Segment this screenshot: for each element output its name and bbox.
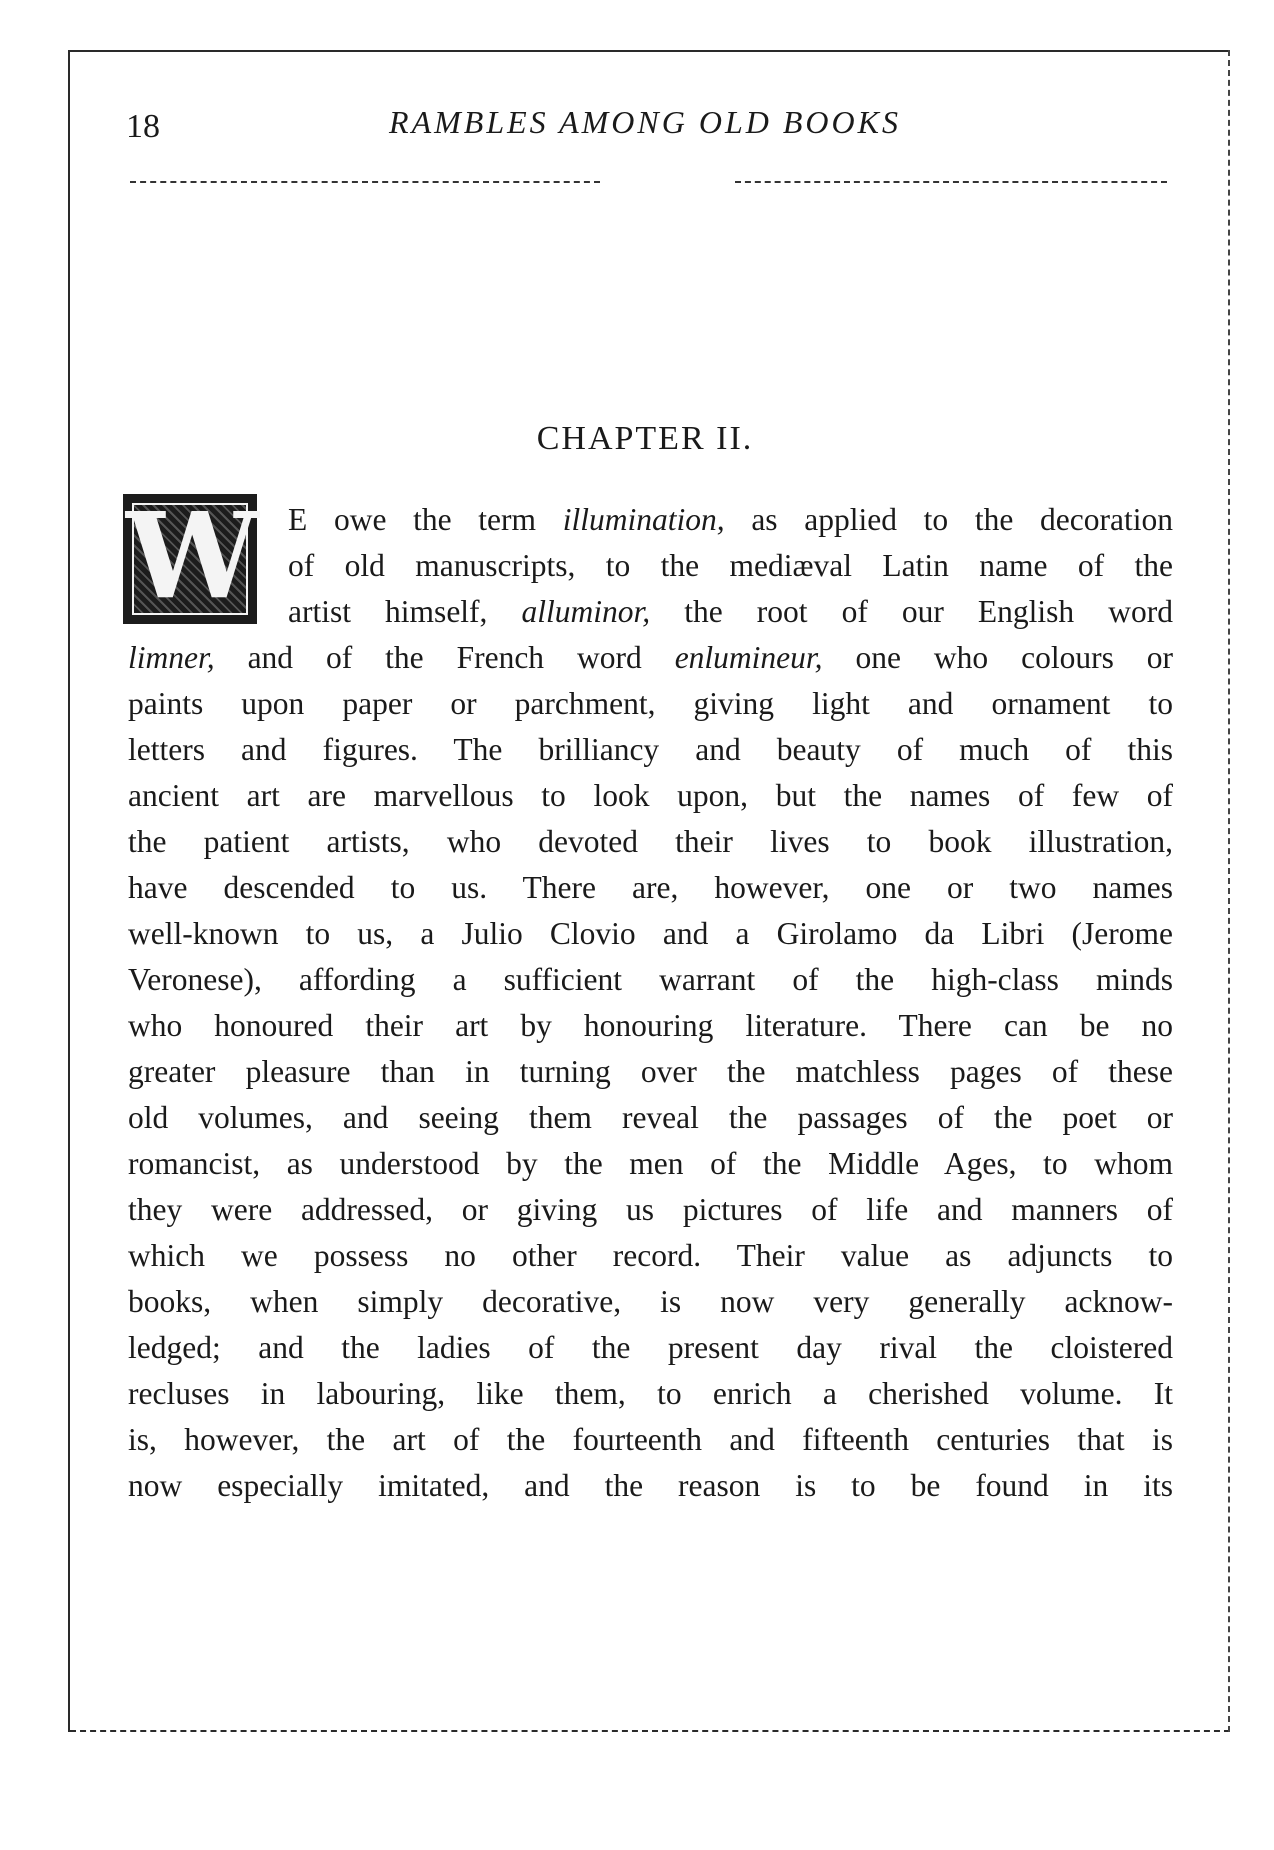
text-span: who honoured their art by honouring literature. There can be no [128,1008,1173,1043]
text-line [288,546,1173,586]
text-line [128,1098,1173,1138]
text-line [128,1282,1173,1322]
page-frame-right [1228,50,1230,1732]
drop-cap-initial [123,486,259,625]
text-span: books, when simply decorative, is now very generally acknow- [128,1284,1173,1319]
italic-term: alluminor, [521,594,651,629]
text-line [128,1052,1173,1092]
text-line [128,684,1173,724]
text-span: and of the French word [214,640,675,675]
text-line [128,1420,1173,1460]
text-line [128,1006,1173,1046]
text-span: ancient art are marvellous to look upon, but the names of few of [128,778,1173,813]
text-line [128,776,1173,816]
text-span: as applied to the decoration [724,502,1173,537]
header-rule-left [130,181,600,183]
text-span: well-known to us, a Julio Clovio and a Girolamo da Libri (Jerome [128,916,1173,951]
page-frame-left [68,50,70,1732]
text-span: E owe the term [288,502,563,537]
chapter-heading: CHAPTER II. [536,420,754,457]
italic-term: illumination, [562,502,725,537]
text-line [128,1236,1173,1276]
text-line [128,960,1173,1000]
text-span: ledged; and the ladies of the present day rival the cloistered [128,1330,1173,1365]
text-span: the patient artists, who devoted their lives to book illustration, [128,824,1173,859]
text-span: romancist, as understood by the men of the Middle Ages, to whom [128,1146,1173,1181]
text-line [128,914,1173,954]
text-line [128,730,1173,770]
text-span: recluses in labouring, like them, to enrich a cherished volume. It [128,1376,1173,1411]
text-span: artist himself, [288,594,522,629]
page-number: 18 [126,108,160,145]
text-line [288,500,1173,540]
text-line [288,592,1173,632]
text-span: Veronese), affording a sufficient warrant of the high-class minds [128,962,1173,997]
text-span: one who colours or [822,640,1174,675]
text-line [128,1144,1173,1184]
text-span: which we possess no other record. Their value as adjuncts to [128,1238,1173,1273]
text-span: letters and figures. The brilliancy and beauty of much of this [128,732,1173,767]
text-line [128,1466,1173,1506]
text-span: the root of our English word [650,594,1173,629]
text-line [128,1328,1173,1368]
italic-term: limner, [128,640,215,675]
text-span: have descended to us. There are, however, one or two names [128,870,1173,905]
header-rule-right [735,181,1167,183]
text-line [128,822,1173,862]
italic-term: enlumineur, [674,640,823,675]
text-span: is, however, the art of the fourteenth and fifteenth centuries that is [128,1422,1173,1457]
page-frame-top [68,50,1228,52]
text-line [128,1190,1173,1230]
text-line [128,1374,1173,1414]
text-line [128,868,1173,908]
text-span: of old manuscripts, to the mediæval Latin name of the [288,548,1173,583]
page-frame-bottom [70,1730,1230,1732]
text-span: paints upon paper or parchment, giving light and ornament to [128,686,1173,721]
running-title: RAMBLES AMONG OLD BOOKS [389,104,901,140]
text-line [128,638,1173,678]
text-span: now especially imitated, and the reason is to be found in its [128,1468,1173,1503]
running-header [120,96,1170,146]
text-span: greater pleasure than in turning over the matchless pages of these [128,1054,1173,1089]
text-span: they were addressed, or giving us pictures of life and manners of [128,1192,1173,1227]
text-span: old volumes, and seeing them reveal the passages of the poet or [128,1100,1173,1135]
drop-cap-letter: W [126,486,259,625]
